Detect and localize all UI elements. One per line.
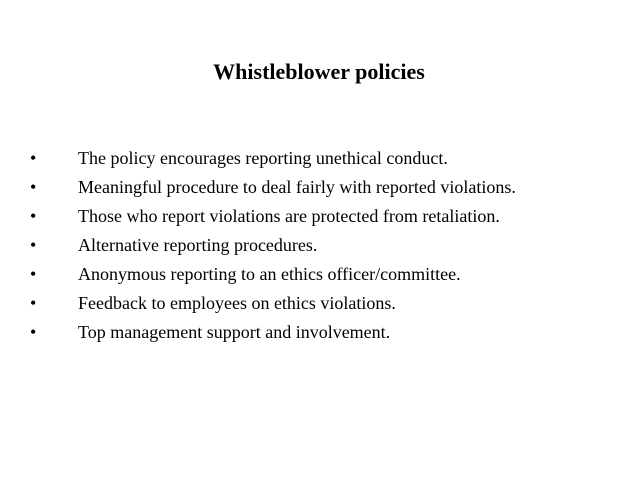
slide-title: Whistleblower policies [213,59,425,84]
bullet-text: The policy encourages reporting unethical conduct. [78,148,448,168]
bullet-icon: • [30,264,37,284]
bullet-list [30,144,516,347]
bullet-text: Anonymous reporting to an ethics officer/committee. [78,264,461,284]
bullet-icon: • [30,293,37,313]
bullet-text: Those who report violations are protected from retaliation. [78,206,500,226]
bullet-text: Feedback to employees on ethics violations. [78,293,396,313]
bullet-text: Top management support and involvement. [78,322,391,342]
bullet-icon: • [30,206,37,226]
bullet-text: Meaningful procedure to deal fairly with reported violations. [78,177,516,197]
bullet-icon: • [30,148,37,168]
bullet-icon: • [30,177,37,197]
bullet-text: Alternative reporting procedures. [78,235,318,255]
bullet-item [30,289,516,318]
bullet-item [30,173,516,202]
bullet-item [30,318,516,347]
bullet-item [30,202,516,231]
bullet-icon: • [30,322,37,342]
bullet-icon: • [30,235,37,255]
bullet-item [30,144,516,173]
bullet-item [30,260,516,289]
bullet-item [30,231,516,260]
